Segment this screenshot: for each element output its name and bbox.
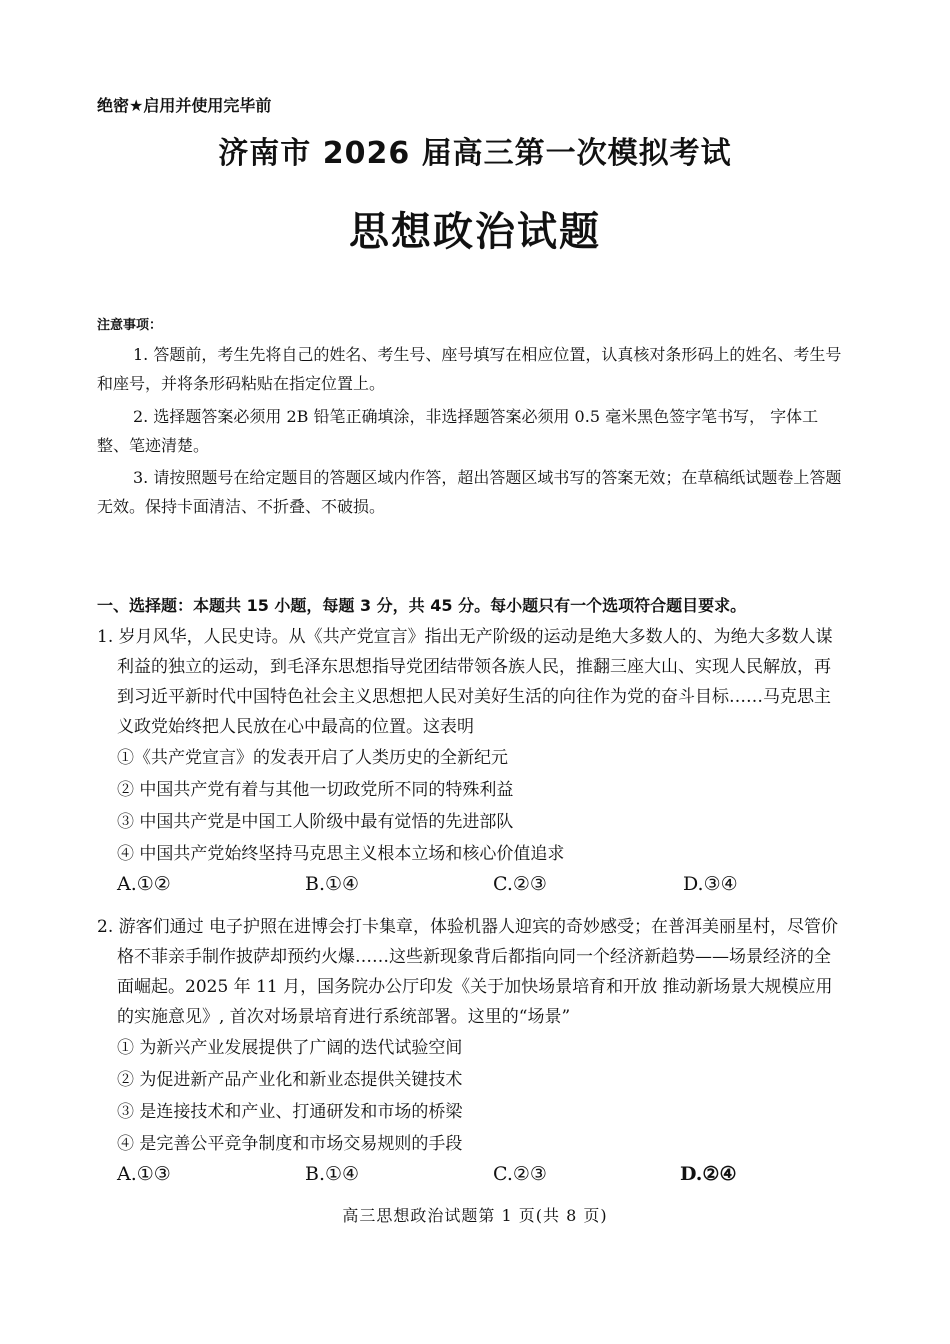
notice-item-3: 3. 请按照题号在给定题目的答题区域内作答，超出答题区域书写的答案无效；在草稿纸试题卷上答题无效。保持卡面清洁、不折叠、不破损。 (97, 468, 842, 516)
question-1-option-c: C.②③ (493, 873, 547, 895)
confidential-label: 绝密★启用并使用完毕前 (97, 96, 272, 115)
question-1-option-b: B.①④ (305, 873, 360, 895)
question-2-option-d: D.②④ (680, 1163, 737, 1185)
question-2-option-c: C.②③ (493, 1163, 547, 1185)
notice-item-2: 2. 选择题答案必须用 2B 铅笔正确填涂，非选择题答案必须用 0.5 毫米黑色签字笔书写， 字体工整、笔迹清楚。 (97, 407, 819, 455)
question-2-item-4: ④ 是完善公平竞争制度和市场交易规则的手段 (117, 1134, 463, 1154)
notice-item-1: 1. 答题前，考生先将自己的姓名、考生号、座号填写在相应位置，认真核对条形码上的姓名、考生号和座号，并将条形码粘贴在指定位置上。 (97, 345, 842, 393)
exam-title: 济南市 2026 届高三第一次模拟考试 (218, 136, 732, 171)
question-1-item-2: ② 中国共产党有着与其他一切政党所不同的特殊利益 (117, 780, 514, 800)
section-heading: 一、选择题：本题共 15 小题，每题 3 分，共 45 分。每小题只有一个选项符合题目要求。 (97, 596, 747, 615)
question-2-item-1: ① 为新兴产业发展提供了广阔的迭代试验空间 (117, 1038, 463, 1058)
question-1-option-a: A.①② (117, 873, 171, 895)
question-1-option-d: D.③④ (683, 873, 738, 895)
page-footer: 高三思想政治试题第 1 页(共 8 页) (342, 1206, 608, 1225)
question-2-option-a: A.①③ (117, 1163, 171, 1185)
question-2-option-b: B.①④ (305, 1163, 360, 1185)
question-2-stem: 2. 游客们通过 电子护照在进博会打卡集章，体验机器人迎宾的奇妙感受；在普洱美丽星村，尽管价格不菲亲手制作披萨却预约火爆……这些新现象背后都指向同一个经济新趋势——场景经济的全面崛起。2025 年 11 月，国务院办公厅印发《关于加快场景培育和开放 推动新场景大规模应用的实施意见》, 首次对场景培育进行系统部署。这里的“场景” (97, 917, 839, 1027)
question-1-item-1: ①《共产党宣言》的发表开启了人类历史的全新纪元 (117, 748, 508, 768)
subject-title: 思想政治试题 (349, 209, 601, 255)
question-2-item-2: ② 为促进新产品产业化和新业态提供关键技术 (117, 1070, 463, 1090)
question-1-item-4: ④ 中国共产党始终坚持马克思主义根本立场和核心价值追求 (117, 844, 565, 864)
question-1-stem: 1. 岁月风华，人民史诗。从《共产党宣言》指出无产阶级的运动是绝大多数人的、为绝大多数人谋利益的独立的运动，到毛泽东思想指导党团结带领各族人民，推翻三座大山、实现人民解放，再到习近平新时代中国特色社会主义思想把人民对美好生活的向往作为党的奋斗目标……马克思主义政党始终把人民放在心中最高的位置。这表明 (97, 627, 833, 737)
question-2-item-3: ③ 是连接技术和产业、打通研发和市场的桥梁 (117, 1102, 463, 1122)
notice-heading: 注意事项： (97, 318, 163, 333)
question-1-item-3: ③ 中国共产党是中国工人阶级中最有觉悟的先进部队 (117, 812, 514, 832)
